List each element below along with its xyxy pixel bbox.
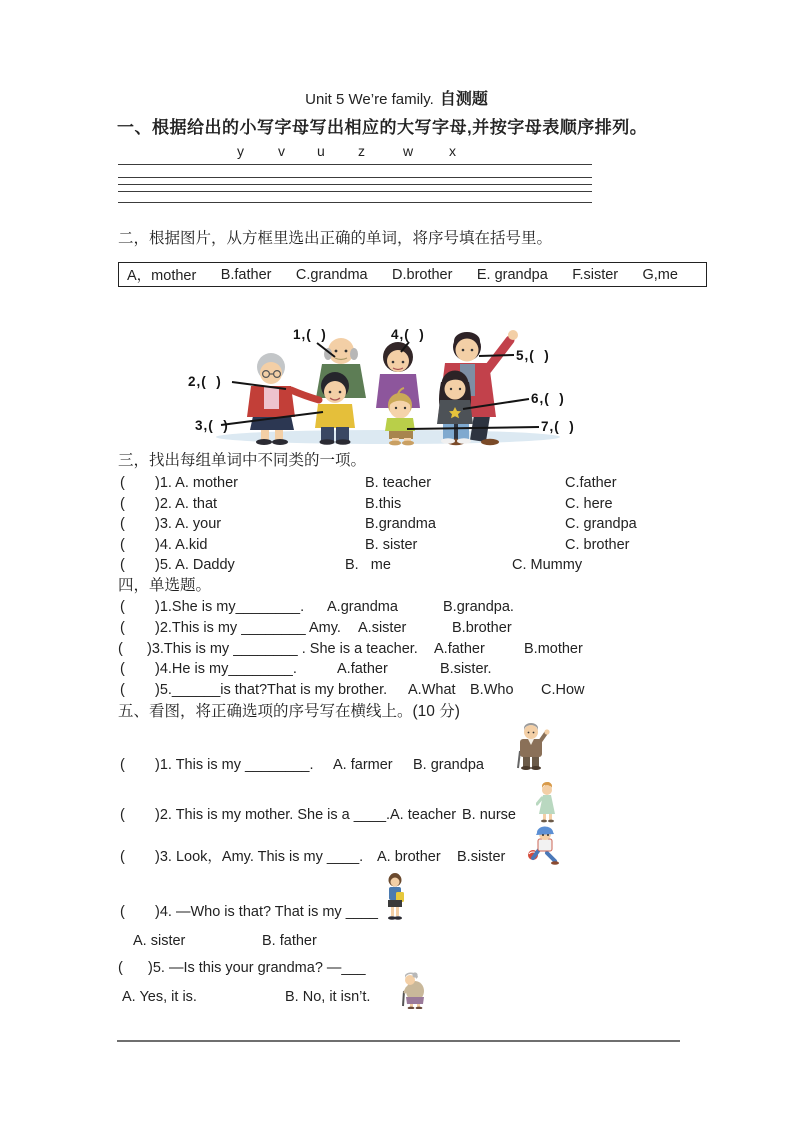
- question: )3.This is my ________ . She is a teacher.: [147, 641, 418, 657]
- question: )5. —Is this your grandma? —___: [148, 960, 366, 976]
- page-title: [0, 90, 793, 110]
- paren: (: [120, 682, 125, 698]
- question: )4.He is my________.: [155, 661, 297, 677]
- question: )3. A. your: [155, 516, 222, 532]
- family-illustration: [183, 318, 603, 446]
- s4-row: [0, 640, 793, 661]
- option-b: B.sister.: [440, 661, 492, 677]
- boy-with-ball-image: [527, 825, 559, 865]
- title-english: Unit 5 We’re family.: [305, 91, 434, 108]
- letter-u: u: [317, 143, 325, 159]
- callout-2: 2,( ): [188, 374, 222, 389]
- option-a: A.grandma: [327, 599, 398, 615]
- writing-line: [118, 177, 592, 178]
- paren: (: [120, 620, 125, 636]
- letter-w: w: [403, 143, 414, 159]
- bottom-rule-line: [117, 1040, 680, 1042]
- letter-x: x: [449, 143, 456, 159]
- paren: (: [120, 516, 125, 532]
- option-a: A. teacher: [390, 807, 457, 823]
- girl-with-schoolbag-image: [384, 873, 406, 921]
- paren: (: [120, 557, 125, 573]
- callout-5: 5,( ): [516, 348, 550, 363]
- option-b: B. father: [262, 933, 317, 949]
- question: )5.______is that?That is my brother.: [155, 682, 388, 698]
- question: )4. A.kid: [155, 537, 208, 553]
- option-b: B. me: [345, 557, 391, 573]
- writing-line: [118, 184, 592, 185]
- question: )5. A. Daddy: [155, 557, 235, 573]
- writing-line: [118, 191, 592, 192]
- option-b: B.mother: [524, 641, 583, 657]
- question: )2. A. that: [155, 496, 218, 512]
- paren: (: [120, 661, 125, 677]
- letter-v: v: [278, 143, 285, 159]
- bank-item: B.father: [220, 266, 272, 283]
- section3-heading: 三，找出每组单词中不同类的一项。: [118, 452, 367, 469]
- grandpa-with-cane-image: [511, 723, 551, 771]
- callout-4: 4,( ): [391, 327, 425, 342]
- section4-heading: 四，单选题。: [118, 577, 212, 594]
- callout-3: 3,( ): [195, 418, 229, 433]
- s5-item: [0, 756, 793, 777]
- option-b: B.sister: [457, 849, 506, 865]
- callout-1: 1,( ): [293, 327, 327, 342]
- option-b: B. teacher: [365, 475, 432, 491]
- paren: (: [120, 537, 125, 553]
- option-b: B.grandma: [365, 516, 436, 532]
- section2-heading: 二，根据图片，从方框里选出正确的单词，将序号填在括号里。: [118, 230, 553, 247]
- paren: (: [118, 960, 123, 976]
- s3-row: [0, 556, 793, 577]
- question: )3. Look，Amy. This is my ____.: [155, 849, 364, 865]
- paren: (: [120, 757, 125, 773]
- mother-in-green-dress-image: [536, 781, 558, 823]
- option-c: C. brother: [565, 537, 630, 553]
- paren: (: [120, 475, 125, 491]
- bank-item: G,me: [642, 266, 678, 283]
- question: )2.This is my ________ Amy.: [155, 620, 341, 636]
- question: )1. This is my ________.: [155, 757, 314, 773]
- option-a: A.sister: [358, 620, 407, 636]
- option-c: C.How: [541, 682, 585, 698]
- option-c: C. grandpa: [565, 516, 637, 532]
- s5-item-options: [0, 932, 793, 953]
- option-b: B.brother: [452, 620, 512, 636]
- s3-row: [0, 536, 793, 557]
- question: )1. A. mother: [155, 475, 239, 491]
- option-c: C. here: [565, 496, 613, 512]
- option-a: A.father: [337, 661, 388, 677]
- option-c: C. Mummy: [512, 557, 583, 573]
- option-b: B. sister: [365, 537, 418, 553]
- s3-row: [0, 515, 793, 536]
- old-grandma-with-cane-image: [398, 971, 428, 1009]
- s4-row: [0, 660, 793, 681]
- callout-6: 6,( ): [531, 391, 565, 406]
- option-a: A. brother: [377, 849, 441, 865]
- option-a: A. farmer: [333, 757, 393, 773]
- writing-line: [118, 202, 592, 203]
- paren: (: [120, 849, 125, 865]
- option-a: A.father: [434, 641, 485, 657]
- question: )4. —Who is that? That is my ____: [155, 904, 378, 920]
- option-b: B.Who: [470, 682, 514, 698]
- bank-item: F.sister: [572, 266, 619, 283]
- s4-row: [0, 619, 793, 640]
- letter-z: z: [358, 143, 365, 159]
- option-b: B. nurse: [462, 807, 516, 823]
- option-b: B. No, it isn’t.: [285, 989, 371, 1005]
- option-a: A. sister: [133, 933, 186, 949]
- s5-item: [0, 806, 793, 827]
- callout-7: 7,( ): [541, 419, 575, 434]
- s4-row: [0, 681, 793, 702]
- option-a: A.What: [408, 682, 456, 698]
- paren: (: [120, 599, 125, 615]
- section5-heading: 五、看图，将正确选项的序号写在横线上。(10 分): [118, 703, 460, 720]
- section1-heading: 一、根据给出的小写字母写出相应的大写字母,并按字母表顺序排列。: [117, 118, 648, 137]
- bank-item: D.brother: [392, 266, 453, 283]
- s5-item-options: [0, 988, 793, 1009]
- question: )1.She is my________.: [155, 599, 305, 615]
- word-bank-box: [118, 262, 707, 287]
- bank-item: A，mother: [127, 268, 197, 284]
- letter-y: y: [237, 143, 244, 159]
- s4-row: [0, 598, 793, 619]
- option-c: C.father: [565, 475, 617, 491]
- bank-item: E. grandpa: [476, 266, 548, 283]
- option-b: B.grandpa.: [443, 599, 514, 615]
- paren: (: [118, 641, 123, 657]
- option-a: A. Yes, it is.: [122, 989, 197, 1005]
- s3-row: [0, 495, 793, 516]
- writing-line: [118, 164, 592, 165]
- paren: (: [120, 807, 125, 823]
- s5-item: [0, 959, 793, 980]
- question: )2. This is my mother. She is a ____.: [155, 807, 391, 823]
- title-chinese: 自测题: [439, 91, 488, 108]
- option-b: B.this: [365, 496, 402, 512]
- s3-row: [0, 474, 793, 495]
- bank-item: C.grandma: [295, 266, 368, 283]
- paren: (: [120, 904, 125, 920]
- s5-item: [0, 848, 793, 869]
- paren: (: [120, 496, 125, 512]
- option-b: B. grandpa: [413, 757, 484, 773]
